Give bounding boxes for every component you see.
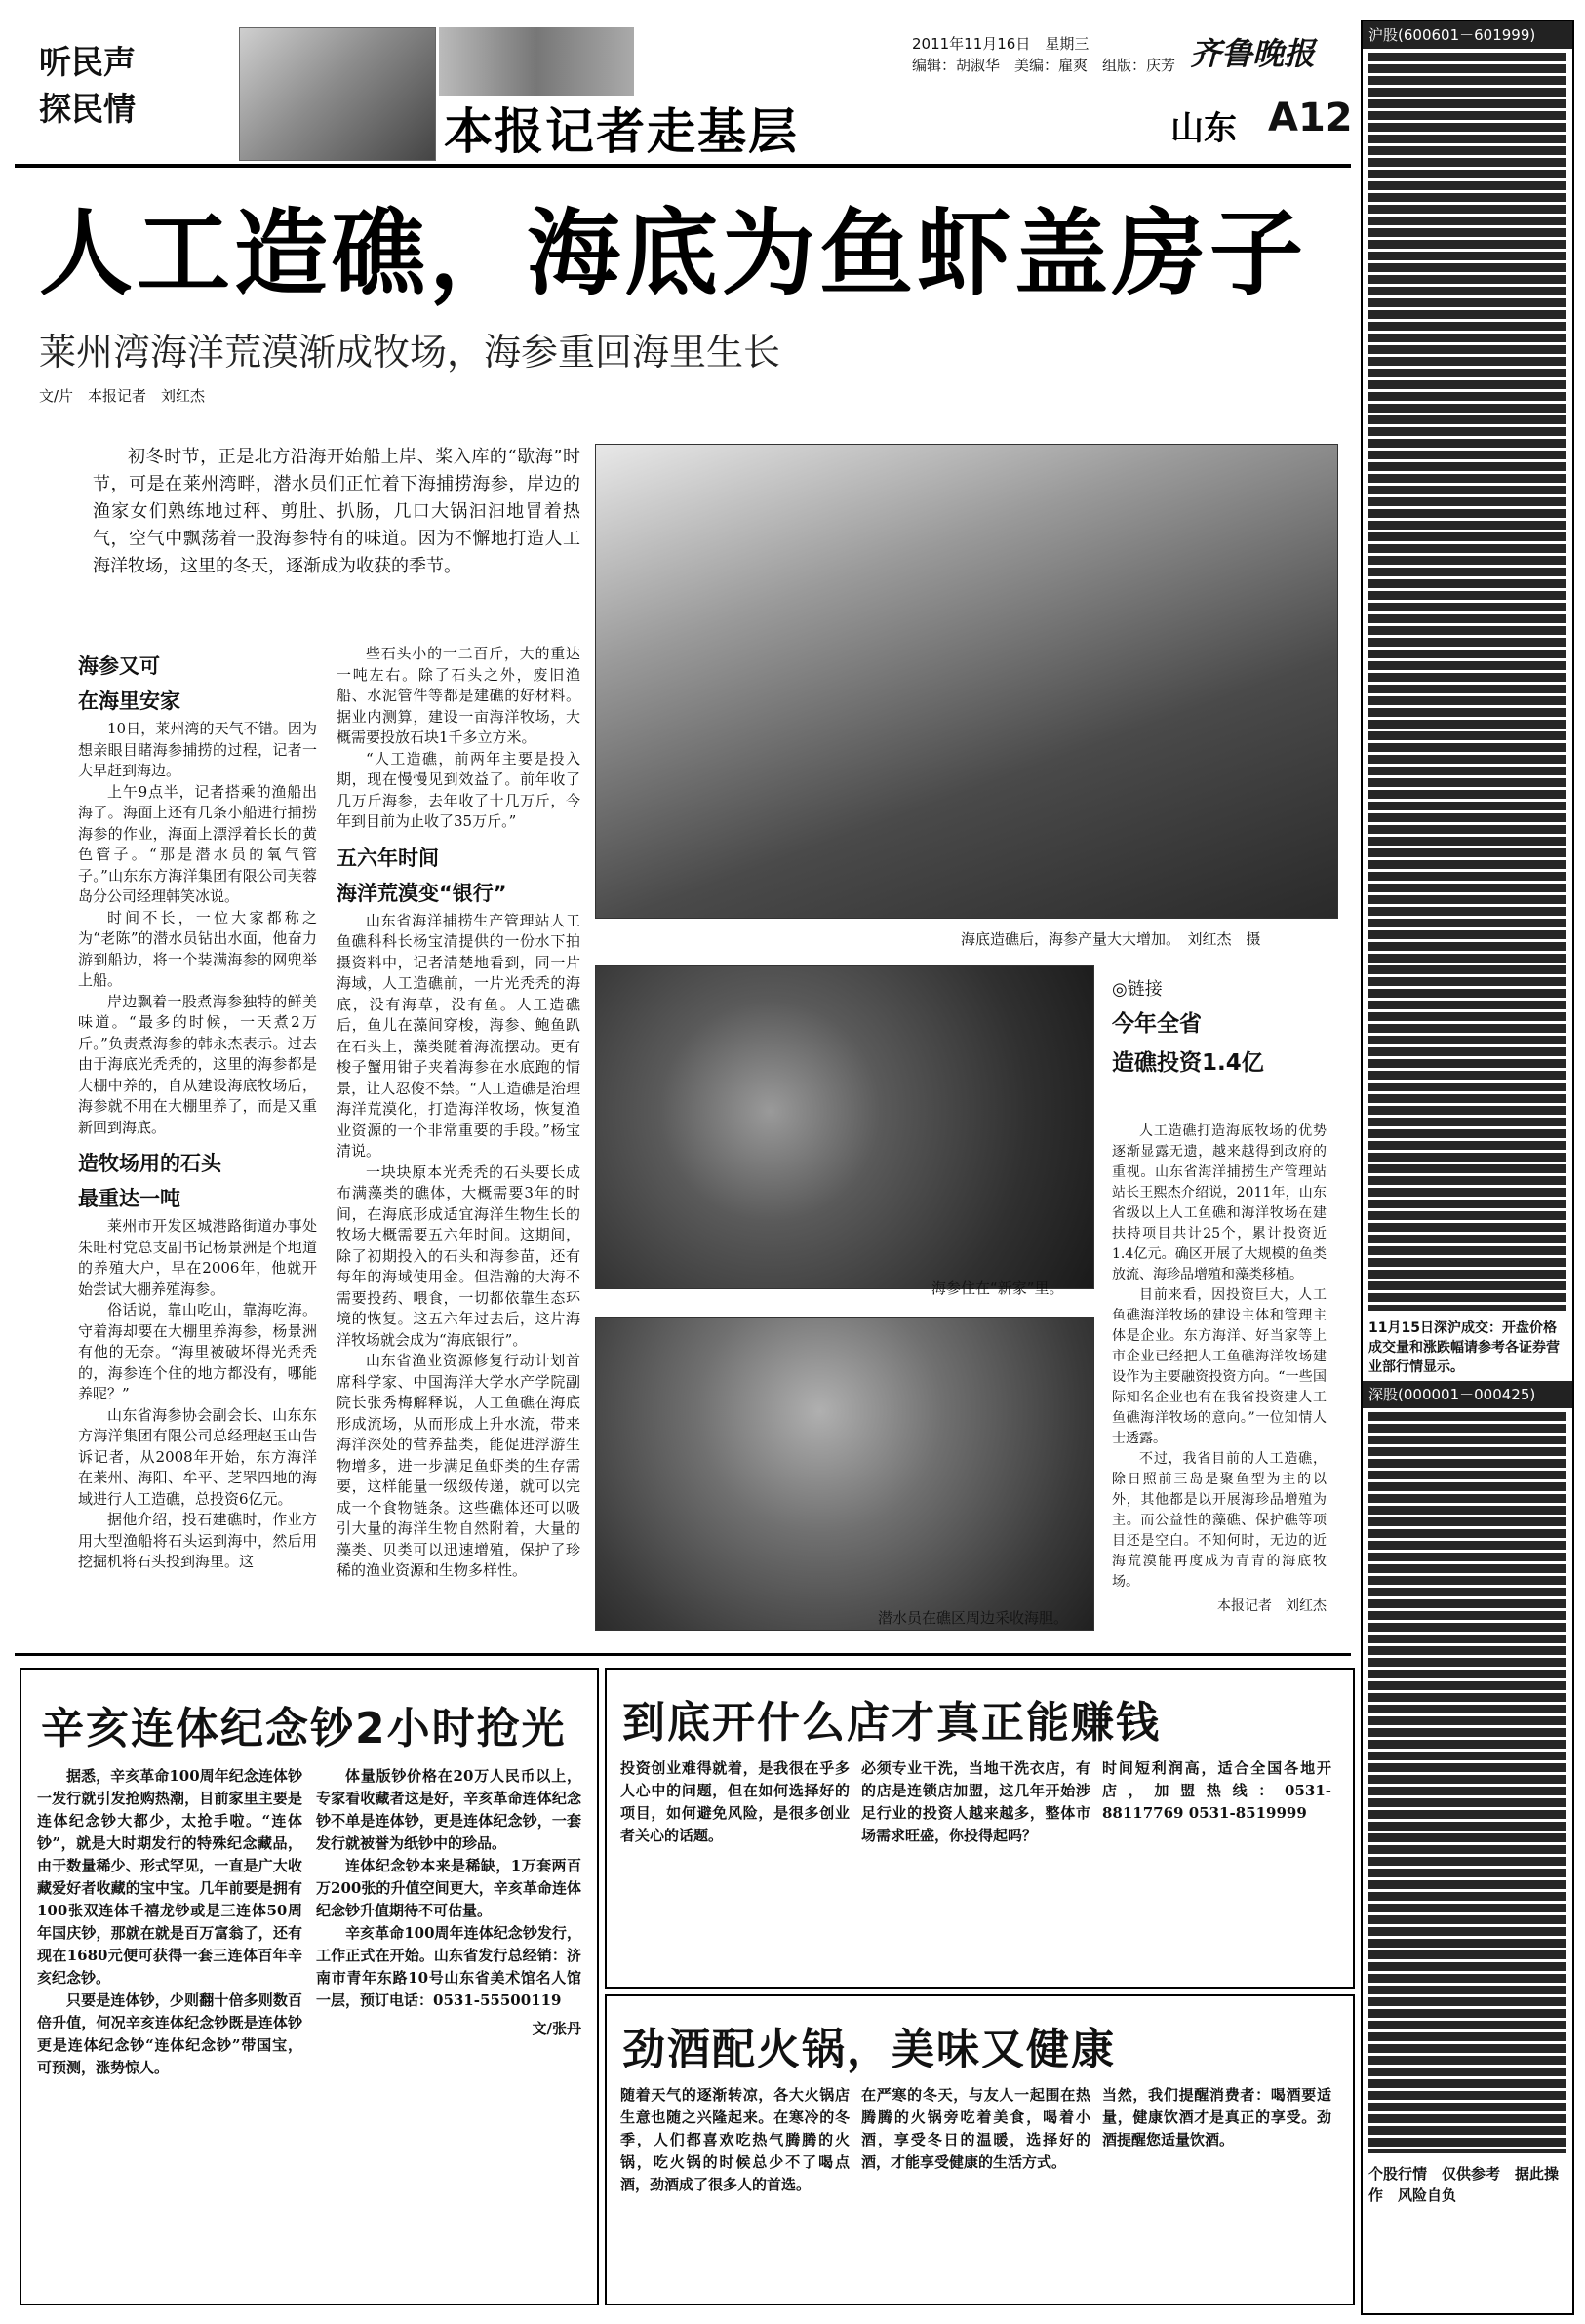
paragraph: 山东省海参协会副会长、山东东方海洋集团有限公司总经理赵玉山告诉记者，从2008年开始，东方海洋在莱州、海阳、牟平、芝罘四地的海域进行人工造礁，总投资6亿元。 — [78, 1405, 317, 1508]
paragraph: 莱州市开发区城港路街道办事处朱旺村党总支副书记杨景洲是个地道的养殖大户，早在2006年，他就开始尝试大棚养殖海参。 — [78, 1217, 317, 1298]
paragraph: 目前来看，因投资巨大，人工鱼礁海洋牧场的建设主体和管理主体是企业。东方海洋、好当家等上市企业已经把人工鱼礁海洋牧场建设作为主要融资投资方向。“一些国际知名企业也有在我省投资建人工鱼礁海洋牧场的意向。”一位知情人士透露。 — [1112, 1287, 1327, 1446]
stock-head-shanghai: 沪股(600601－601999) — [1363, 21, 1572, 49]
stock-head-shenzhen: 深股(000001－000425) — [1363, 1381, 1572, 1408]
ad-business-opportunity — [605, 1668, 1355, 1989]
ad-liquor-hotpot — [605, 1994, 1355, 2305]
headline: 人工造礁，海底为鱼虾盖房子 — [39, 199, 1307, 308]
stock-disclaimer: 个股行情 仅供参考 据此操作 风险自负 — [1368, 2165, 1560, 2204]
editors: 编辑：胡淑华 美编：雇爽 组版：庆芳 — [912, 57, 1176, 74]
sidebar-title-line2: 造礁投资1.4亿 — [1112, 1050, 1264, 1076]
paragraph: 辛亥革命100周年连体纪念钞发行，工作正式在开始。山东省发行总经销：济南市青年东路10号山东省美术馆名人馆一层，预订电话：0531-55500119 — [316, 1924, 581, 2009]
stock-table-shenzhen — [1368, 1412, 1566, 2153]
article-column-1 — [78, 649, 317, 1573]
photo-boat-divers — [595, 444, 1338, 919]
article-column-2 — [337, 644, 580, 1582]
page-number: A12 — [1268, 96, 1353, 140]
header-meta — [912, 33, 1234, 76]
header-photo-strip — [439, 27, 634, 96]
paragraph: 些石头小的一二百斤，大的重达一吨左右。除了石头之外，废旧渔船、水泥管件等都是建礁的好材料。据业内测算，建设一亩海洋牧场，大概需要投放石块1千多立方米。 — [337, 645, 580, 746]
photo-caption-2: 海参住在“新家”里。 — [931, 1280, 1064, 1297]
paragraph: 一块块原本光秃秃的石头要长成布满藻类的礁体，大概需要3年的时间，在海底形成适宜海洋生物生长的牧场大概需要五六年时间。这期间，除了初期投入的石头和海参苗，还有每年的海域使用金。但浩瀚的大海不需要投药、喂食，一切都依靠生态环境的恢复。这五六年过去后，这片海洋牧场就会成为“海底银行”。 — [337, 1162, 580, 1349]
ad2-column-3: 时间短利润高，适合全国各地开店，加盟热线：0531-88117769 0531-8519999 — [1102, 1759, 1331, 1822]
paragraph: 山东省渔业资源修复行动计划首席科学家、中国海洋大学水产学院副院长张秀梅解释说，人工鱼礁在海底形成流场，从而形成上升水流，带来海洋深处的营养盐类，能促进浮游生物增多，进一步满足鱼虾类的生存需要，这样能量一级级传递，就可以完成一个食物链条。这些礁体还可以吸引大量的海洋生物自然附着，大量的藻类、贝类可以迅速增殖，保护了珍稀的渔业资源和生物多样性。 — [337, 1352, 580, 1579]
paragraph: 据他介绍，投石建礁时，作业方用大型渔船将石头运到海中，然后用挖掘机将石头投到海里。这 — [78, 1511, 317, 1570]
byline: 文/片 本报记者 刘红杰 — [39, 387, 206, 405]
issue-date: 2011年11月16日 星期三 — [912, 35, 1090, 53]
section-divider — [15, 1653, 1351, 1656]
ad2-column-2: 必须专业干洗，当地干洗衣店，有的店是连锁店加盟，这几年开始涉足行业的投资人越来越多，整体市场需求旺盛，你投得起吗？ — [861, 1759, 1090, 1844]
ad1-title: 辛亥连体纪念钞2小时抢光 — [41, 1704, 567, 1753]
section-title-3-line1: 五六年时间 — [337, 846, 439, 870]
sidebar-credit: 本报记者 刘红杰 — [1217, 1598, 1327, 1614]
ad1-contact: 文/张丹 — [532, 2020, 581, 2037]
section-title-1 — [78, 649, 317, 719]
ad3-column-2: 在严寒的冬天，与友人一起围在热腾腾的火锅旁吃着美食，喝着小酒，享受冬日的温暖，选择好的酒，才能享受健康的生活方式。 — [861, 2086, 1090, 2171]
paragraph: 不过，我省目前的人工造礁，除日照前三岛是聚鱼型为主的以外，其他都是以开展海珍品增殖为主。而公益性的藻礁、保护礁等项目还是空白。不知何时，无边的近海荒漠能再度成为青青的海底牧场。 — [1112, 1451, 1327, 1590]
paragraph: 据悉，辛亥革命100周年纪念连体钞一发行就引发抢购热潮，目前家里主要是连体纪念钞大都少，太抢手啦。“连体钞”，就是大时期发行的特殊纪念藏品，由于数量稀少、形式罕见，一直是广大收藏爱好者收藏的宝中宝。几年前要是拥有100张双连体千禧龙钞或是三连体50周年国庆钞，那就在就是百万富翁了，还有现在1680元便可获得一套三连体百年辛亥纪念钞。 — [37, 1767, 302, 1987]
ad3-column-3: 当然，我们提醒消费者：喝酒要适量，健康饮酒才是真正的享受。劲酒提醒您适量饮酒。 — [1102, 2086, 1331, 2148]
section-title-2 — [78, 1146, 317, 1216]
ad3-column-1: 随着天气的逐渐转凉，各大火锅店生意也随之兴隆起来。在寒冷的冬季，人们都喜欢吃热气腾腾的火锅，吃火锅的时候总少不了喝点酒，劲酒成了很多人的首选。 — [620, 2086, 850, 2193]
section-name: 山东 — [1170, 109, 1237, 148]
column-name-line1: 听民声 — [39, 43, 136, 81]
sidebar-title — [1112, 1004, 1327, 1083]
photo-caption-3: 潜水员在礁区周边采收海胆。 — [878, 1609, 1069, 1627]
section-title-3-line2: 海洋荒漠变“银行” — [337, 881, 507, 905]
paragraph: 时间不长，一位大家都称之为“老陈”的潜水员钻出水面，他奋力游到船边，将一个装满海参的网兜举上船。 — [78, 908, 317, 989]
section-title-2-line2: 最重达一吨 — [78, 1187, 180, 1210]
sidebar-tag: ◎链接 — [1112, 979, 1163, 1000]
header-rule — [15, 164, 1351, 168]
stock-quotes-column — [1361, 20, 1574, 2315]
paragraph: “人工造礁，前两年主要是投入期，现在慢慢见到效益了。前年收了几万斤海参，去年收了十几万斤，今年到目前为止收了35万斤。” — [337, 749, 580, 830]
sidebar-title-line1: 今年全省 — [1112, 1011, 1202, 1037]
paragraph: 上午9点半，记者搭乘的渔船出海了。海面上还有几条小船进行捕捞海参的作业，海面上漂浮着长长的黄色管子。“那是潜水员的氧气管子。”山东东方海洋集团有限公司芙蓉岛分公司经理韩笑冰说。 — [78, 782, 317, 905]
link-sidebar — [1112, 975, 1327, 1617]
ad2-column-1: 投资创业难得就着，是我很在乎多人心中的问题，但在如何选择好的项目，如何避免风险，是很多创业者关心的话题。 — [620, 1759, 850, 1844]
paragraph: 山东省海洋捕捞生产管理站人工鱼礁科科长杨宝清提供的一份水下拍摄资料中，记者清楚地看到，同一片海域，人工造礁前，一片光秃秃的海底，没有海草，没有鱼。人工造礁后，鱼儿在藻间穿梭，海参、鲍鱼趴在石头上，藻类随着海流摆动。更有梭子蟹用钳子夹着海参在水底跑的情景，让人忍俊不禁。“人工造礁是治理海洋荒漠化，打造海洋牧场，恢复渔业资源的一个非常重要的手段。”杨宝清说。 — [337, 911, 580, 1160]
paragraph: 连体纪念钞本来是稀缺，1万套两百万200张的升值空间更大，辛亥革命连体纪念钞升值期待不可估量。 — [316, 1857, 581, 1919]
paragraph: 10日，莱州湾的天气不错。因为想亲眼目睹海参捕捞的过程，记者一大早赶到海边。 — [78, 720, 317, 779]
paragraph: 俗话说，靠山吃山，靠海吃海。守着海却要在大棚里养海参，杨景洲有他的无奈。“海里被破坏得光秃秃的，海参连个住的地方都没有，哪能养呢？” — [78, 1301, 317, 1402]
sidebar-body — [1112, 1122, 1327, 1617]
paragraph: 只要是连体钞，少则翻十倍多则数百倍升值，何况辛亥连体纪念钞既是连体钞更是连体纪念钞“连体纪念钞”带国宝，可预测，涨势惊人。 — [37, 1991, 302, 2076]
header-photo — [239, 27, 436, 161]
stock-note: 11月15日深沪成交：开盘价格成交量和涨跌幅请参考各证券营业部行情显示。 — [1368, 1320, 1560, 1375]
header-banner: 本报记者走基层 — [444, 103, 799, 160]
photo-sea-cucumber — [595, 965, 1094, 1289]
photo-diver — [595, 1317, 1094, 1631]
column-name — [39, 39, 234, 146]
ad3-title: 劲酒配火锅，美味又健康 — [622, 2025, 1116, 2074]
stock-table-shanghai — [1368, 53, 1566, 1311]
paragraph: 人工造礁打造海底牧场的优势逐渐显露无遗，越来越得到政府的重视。山东省海洋捕捞生产管理站站长王熙杰介绍说，2011年，山东省级以上人工鱼礁和海洋牧场在建扶持项目共计25个，累计投资近1.4亿元。确区开展了大规模的鱼类放流、海珍品增殖和藻类移植。 — [1112, 1123, 1327, 1282]
newspaper-logo: 齐鲁晚报 — [1190, 35, 1316, 72]
lead-paragraph: 初冬时节，正是北方沿海开始船上岸、桨入库的“歇海”时节，可是在莱州湾畔，潜水员们正忙着下海捕捞海参，岸边的渔家女们熟练地过秤、剪肚、扒肠，几口大锅汩汩地冒着热气，空气中飘荡着一股海参特有的味道。因为不懈地打造人工海洋牧场，这里的冬天，逐渐成为收获的季节。 — [93, 447, 580, 576]
subheadline: 莱州湾海洋荒漠渐成牧场，海参重回海里生长 — [39, 331, 781, 374]
paragraph: 岸边飘着一股煮海参独特的鲜美味道。“最多的时候，一天煮2万斤。”负责煮海参的韩永杰表示。过去由于海底光秃秃的，这里的海参都是大棚中养的，自从建设海底牧场后，海参就不用在大棚里养了，而是又重新回到海底。 — [78, 992, 317, 1136]
ad1-column-2 — [316, 1765, 581, 2079]
section-title-2-line1: 造牧场用的石头 — [78, 1152, 221, 1175]
photo-caption-1: 海底造礁后，海参产量大大增加。 刘红杰 摄 — [961, 930, 1261, 948]
paragraph: 体量版钞价格在20万人民币以上，专家看收藏者这是好，辛亥革命连体纪念钞不单是连体钞，更是连体纪念钞，一套发行就被誉为纸钞中的珍品。 — [316, 1767, 581, 1852]
column-name-line2: 探民情 — [39, 90, 136, 128]
ad1-column-1 — [37, 1765, 302, 2079]
section-title-1-line1: 海参又可 — [78, 654, 160, 678]
section-title-3 — [337, 841, 580, 911]
ad2-title: 到底开什么店才真正能赚钱 — [622, 1698, 1161, 1748]
section-title-1-line2: 在海里安家 — [78, 689, 180, 713]
ad-commemorative-notes — [20, 1668, 599, 2305]
